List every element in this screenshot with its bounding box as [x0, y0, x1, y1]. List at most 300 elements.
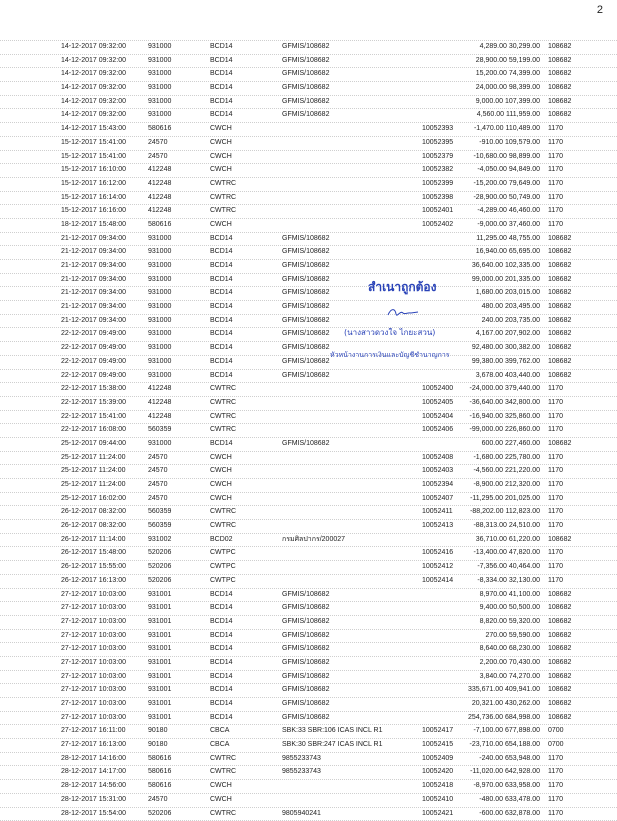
cell-type: BCD14	[210, 602, 233, 615]
cell-date: 26-12-2017 08:32:00	[61, 506, 126, 519]
cell-account: 108682	[548, 657, 571, 670]
cell-account: 1170	[548, 520, 563, 533]
cell-code: 931000	[148, 55, 171, 68]
cell-code: 931000	[148, 438, 171, 451]
cell-reference: GFMIS/108682	[282, 41, 329, 54]
cell-code: 412248	[148, 164, 171, 177]
cell-account: 108682	[548, 698, 571, 711]
cell-date: 25-12-2017 16:02:00	[61, 493, 126, 506]
cell-document-no: 10052412	[422, 561, 453, 574]
cell-type: CBCA	[210, 725, 229, 738]
cell-date: 15-12-2017 15:41:00	[61, 137, 126, 150]
cell-account: 108682	[548, 68, 571, 81]
cell-date: 27-12-2017 10:03:00	[61, 671, 126, 684]
cell-account: 1170	[548, 205, 563, 218]
cell-date: 26-12-2017 11:14:00	[61, 534, 125, 547]
cell-reference: GFMIS/108682	[282, 630, 329, 643]
ledger-table	[0, 40, 617, 821]
cell-date: 21-12-2017 09:34:00	[61, 274, 126, 287]
cell-date: 22-12-2017 09:49:00	[61, 328, 126, 341]
cell-amount-balance: 4,560.00 111,959.00	[458, 109, 540, 122]
cell-amount-balance: 335,671.00 409,941.00	[458, 684, 540, 697]
cell-reference: 9855233743	[282, 766, 321, 779]
cell-code: 931001	[148, 657, 171, 670]
cell-date: 22-12-2017 15:39:00	[61, 397, 126, 410]
table-row	[0, 163, 617, 177]
cell-date: 27-12-2017 10:03:00	[61, 589, 126, 602]
table-row	[0, 546, 617, 560]
cell-code: 931001	[148, 671, 171, 684]
cell-code: 24570	[148, 479, 167, 492]
cell-account: 108682	[548, 643, 571, 656]
table-row	[0, 588, 617, 602]
cell-date: 14-12-2017 09:32:00	[61, 96, 126, 109]
cell-account: 108682	[548, 41, 571, 54]
cell-code: 931001	[148, 616, 171, 629]
cell-document-no: 10052407	[422, 493, 453, 506]
cell-amount-balance: 36,710.00 61,220.00	[458, 534, 540, 547]
cell-type: CWCH	[210, 452, 232, 465]
cell-type: CWTRC	[210, 424, 236, 437]
cell-type: BCD14	[210, 671, 233, 684]
stamp-position: หัวหน้างานการเงินและบัญชีชำนาญการ	[330, 350, 450, 361]
cell-date: 25-12-2017 11:24:00	[61, 452, 125, 465]
cell-date: 28-12-2017 15:31:00	[61, 794, 126, 807]
table-row	[0, 505, 617, 519]
cell-document-no: 10052417	[422, 725, 453, 738]
cell-amount-balance: -8,900.00 212,320.00	[458, 479, 540, 492]
cell-amount-balance: -7,100.00 677,898.00	[458, 725, 540, 738]
table-row	[0, 478, 617, 492]
cell-code: 931000	[148, 68, 171, 81]
cell-date: 21-12-2017 09:34:00	[61, 301, 126, 314]
table-row	[0, 122, 617, 136]
cell-type: BCD14	[210, 328, 233, 341]
cell-date: 15-12-2017 15:41:00	[61, 151, 126, 164]
cell-reference: GFMIS/108682	[282, 246, 329, 259]
table-row	[0, 779, 617, 793]
table-row	[0, 341, 617, 355]
cell-date: 21-12-2017 09:34:00	[61, 315, 126, 328]
table-row	[0, 191, 617, 205]
cell-type: BCD14	[210, 342, 233, 355]
cell-code: 580616	[148, 766, 171, 779]
cell-code: 24570	[148, 137, 167, 150]
cell-date: 22-12-2017 15:38:00	[61, 383, 126, 396]
cell-amount-balance: 4,167.00 207,902.00	[458, 328, 540, 341]
cell-code: 412248	[148, 397, 171, 410]
cell-document-no: 10052414	[422, 575, 453, 588]
cell-date: 26-12-2017 16:13:00	[61, 575, 126, 588]
cell-account: 108682	[548, 370, 571, 383]
table-row	[0, 40, 617, 54]
cell-account: 108682	[548, 82, 571, 95]
cell-code: 931001	[148, 630, 171, 643]
table-row	[0, 629, 617, 643]
cell-amount-balance: 600.00 227,460.00	[458, 438, 540, 451]
table-row	[0, 807, 617, 821]
table-row	[0, 560, 617, 574]
cell-code: 24570	[148, 794, 167, 807]
cell-reference: GFMIS/108682	[282, 287, 329, 300]
cell-amount-balance: 2,200.00 70,430.00	[458, 657, 540, 670]
cell-reference: GFMIS/108682	[282, 301, 329, 314]
cell-reference: GFMIS/108682	[282, 109, 329, 122]
cell-document-no: 10052411	[422, 506, 453, 519]
cell-type: BCD14	[210, 287, 233, 300]
cell-code: 24570	[148, 452, 167, 465]
cell-account: 108682	[548, 602, 571, 615]
table-row	[0, 670, 617, 684]
cell-type: CWCH	[210, 137, 232, 150]
cell-date: 27-12-2017 10:03:00	[61, 684, 126, 697]
cell-reference: GFMIS/108682	[282, 370, 329, 383]
cell-amount-balance: -11,020.00 642,928.00	[458, 766, 540, 779]
cell-account: 108682	[548, 671, 571, 684]
cell-account: 1170	[548, 151, 563, 164]
cell-type: CWCH	[210, 493, 232, 506]
cell-amount-balance: -600.00 632,878.00	[458, 808, 540, 821]
cell-account: 108682	[548, 712, 571, 725]
cell-amount-balance: -480.00 633,478.00	[458, 794, 540, 807]
cell-reference: กรมศิลปากร/200027	[282, 534, 345, 547]
cell-date: 28-12-2017 14:17:00	[61, 766, 126, 779]
cell-account: 108682	[548, 260, 571, 273]
cell-document-no: 10052404	[422, 411, 453, 424]
cell-document-no: 10052401	[422, 205, 453, 218]
cell-date: 21-12-2017 09:34:00	[61, 260, 126, 273]
cell-amount-balance: 270.00 59,590.00	[458, 630, 540, 643]
cell-amount-balance: -24,000.00 379,440.00	[458, 383, 540, 396]
cell-document-no: 10052408	[422, 452, 453, 465]
cell-amount-balance: -1,680.00 225,780.00	[458, 452, 540, 465]
cell-code: 412248	[148, 178, 171, 191]
cell-code: 931000	[148, 342, 171, 355]
cell-account: 1170	[548, 575, 563, 588]
cell-amount-balance: 240.00 203,735.00	[458, 315, 540, 328]
table-row	[0, 54, 617, 68]
cell-date: 27-12-2017 16:13:00	[61, 739, 126, 752]
cell-reference: GFMIS/108682	[282, 671, 329, 684]
stamp-title: สำเนาถูกต้อง	[368, 278, 437, 297]
table-row	[0, 259, 617, 273]
cell-account: 1170	[548, 561, 563, 574]
cell-type: CWCH	[210, 479, 232, 492]
cell-amount-balance: -7,356.00 40,464.00	[458, 561, 540, 574]
cell-amount-balance: -16,940.00 325,860.00	[458, 411, 540, 424]
cell-code: 560359	[148, 424, 171, 437]
cell-code: 520206	[148, 561, 171, 574]
cell-document-no: 10052410	[422, 794, 453, 807]
cell-code: 931000	[148, 260, 171, 273]
cell-amount-balance: -11,295.00 201,025.00	[458, 493, 540, 506]
cell-code: 931000	[148, 315, 171, 328]
cell-reference: GFMIS/108682	[282, 438, 329, 451]
cell-date: 26-12-2017 08:32:00	[61, 520, 126, 533]
cell-type: CWTRC	[210, 192, 236, 205]
cell-code: 931000	[148, 96, 171, 109]
cell-account: 1170	[548, 192, 563, 205]
cell-amount-balance: -10,680.00 98,899.00	[458, 151, 540, 164]
table-row	[0, 656, 617, 670]
cell-type: CWCH	[210, 164, 232, 177]
cell-amount-balance: -4,289.00 46,460.00	[458, 205, 540, 218]
cell-date: 22-12-2017 09:49:00	[61, 342, 126, 355]
cell-type: CWTPC	[210, 575, 236, 588]
cell-date: 26-12-2017 15:48:00	[61, 547, 126, 560]
table-row	[0, 396, 617, 410]
cell-account: 1170	[548, 164, 563, 177]
cell-account: 1170	[548, 479, 563, 492]
cell-amount-balance: 8,820.00 59,320.00	[458, 616, 540, 629]
cell-date: 14-12-2017 15:43:00	[61, 123, 126, 136]
cell-amount-balance: -240.00 653,948.00	[458, 753, 540, 766]
cell-document-no: 10052394	[422, 479, 453, 492]
cell-amount-balance: -1,470.00 110,489.00	[458, 123, 540, 136]
cell-type: CWTRC	[210, 383, 236, 396]
table-row	[0, 437, 617, 451]
cell-type: CWCH	[210, 465, 232, 478]
cell-code: 931000	[148, 301, 171, 314]
cell-amount-balance: 11,295.00 48,755.00	[458, 233, 540, 246]
cell-account: 108682	[548, 274, 571, 287]
cell-date: 27-12-2017 10:03:00	[61, 616, 126, 629]
cell-amount-balance: 3,840.00 74,270.00	[458, 671, 540, 684]
cell-date: 14-12-2017 09:32:00	[61, 41, 126, 54]
cell-account: 1170	[548, 808, 563, 821]
cell-reference: GFMIS/108682	[282, 356, 329, 369]
cell-account: 1170	[548, 493, 563, 506]
table-row	[0, 81, 617, 95]
table-row	[0, 108, 617, 122]
cell-code: 931000	[148, 41, 171, 54]
table-row	[0, 601, 617, 615]
cell-account: 1170	[548, 465, 563, 478]
cell-amount-balance: 3,678.00 403,440.00	[458, 370, 540, 383]
cell-amount-balance: -23,710.00 654,188.00	[458, 739, 540, 752]
table-row	[0, 300, 617, 314]
cell-type: BCD14	[210, 233, 233, 246]
cell-reference: GFMIS/108682	[282, 328, 329, 341]
cell-date: 15-12-2017 16:12:00	[61, 178, 126, 191]
cell-type: CWCH	[210, 780, 232, 793]
cell-date: 28-12-2017 14:16:00	[61, 753, 126, 766]
cell-date: 25-12-2017 09:44:00	[61, 438, 126, 451]
stamp-name: (นางสาวดวงใจ ไกยะสวน)	[344, 326, 435, 339]
cell-reference: 9855233743	[282, 753, 321, 766]
cell-reference: GFMIS/108682	[282, 602, 329, 615]
cell-code: 520206	[148, 547, 171, 560]
cell-reference: GFMIS/108682	[282, 657, 329, 670]
cell-code: 931000	[148, 274, 171, 287]
cell-type: CWTRC	[210, 397, 236, 410]
table-row	[0, 67, 617, 81]
cell-account: 108682	[548, 630, 571, 643]
table-row	[0, 204, 617, 218]
cell-code: 931001	[148, 643, 171, 656]
cell-reference: GFMIS/108682	[282, 589, 329, 602]
cell-type: BCD14	[210, 246, 233, 259]
table-row	[0, 615, 617, 629]
cell-reference: GFMIS/108682	[282, 712, 329, 725]
cell-date: 14-12-2017 09:32:00	[61, 82, 126, 95]
cell-code: 931000	[148, 246, 171, 259]
cell-document-no: 10052418	[422, 780, 453, 793]
table-row	[0, 382, 617, 396]
cell-account: 0700	[548, 739, 564, 752]
table-row	[0, 150, 617, 164]
cell-account: 108682	[548, 616, 571, 629]
cell-type: CWTRC	[210, 178, 236, 191]
cell-reference: SBK:30 SBR:247 ICAS INCL R1	[282, 739, 383, 752]
cell-code: 24570	[148, 493, 167, 506]
cell-account: 0700	[548, 725, 564, 738]
cell-date: 25-12-2017 11:24:00	[61, 479, 125, 492]
cell-code: 412248	[148, 411, 171, 424]
cell-document-no: 10052400	[422, 383, 453, 396]
cell-code: 931000	[148, 370, 171, 383]
cell-type: BCD14	[210, 260, 233, 273]
cell-account: 1170	[548, 506, 563, 519]
cell-code: 931000	[148, 328, 171, 341]
table-row	[0, 273, 617, 287]
cell-type: BCD14	[210, 616, 233, 629]
cell-reference: 9805940241	[282, 808, 321, 821]
cell-account: 1170	[548, 424, 563, 437]
cell-code: 580616	[148, 219, 171, 232]
cell-amount-balance: -9,000.00 37,460.00	[458, 219, 540, 232]
table-row	[0, 232, 617, 246]
cell-amount-balance: 92,480.00 300,382.00	[458, 342, 540, 355]
table-row	[0, 464, 617, 478]
cell-amount-balance: 8,640.00 68,230.00	[458, 643, 540, 656]
cell-amount-balance: -88,202.00 112,823.00	[458, 506, 540, 519]
cell-date: 27-12-2017 10:03:00	[61, 657, 126, 670]
cell-code: 412248	[148, 383, 171, 396]
cell-amount-balance: 99,380.00 399,762.00	[458, 356, 540, 369]
cell-amount-balance: -36,640.00 342,800.00	[458, 397, 540, 410]
cell-code: 931002	[148, 534, 171, 547]
cell-account: 108682	[548, 301, 571, 314]
cell-date: 18-12-2017 15:48:00	[61, 219, 126, 232]
table-row	[0, 724, 617, 738]
cell-amount-balance: 9,000.00 107,399.00	[458, 96, 540, 109]
cell-document-no: 10052413	[422, 520, 453, 533]
cell-amount-balance: -13,400.00 47,820.00	[458, 547, 540, 560]
cell-reference: GFMIS/108682	[282, 233, 329, 246]
cell-reference: GFMIS/108682	[282, 616, 329, 629]
cell-amount-balance: 480.00 203,495.00	[458, 301, 540, 314]
cell-document-no: 10052379	[422, 151, 453, 164]
cell-account: 108682	[548, 287, 571, 300]
cell-amount-balance: 99,000.00 201,335.00	[458, 274, 540, 287]
cell-document-no: 10052398	[422, 192, 453, 205]
cell-amount-balance: 36,640.00 102,335.00	[458, 260, 540, 273]
cell-code: 90180	[148, 739, 167, 752]
cell-account: 108682	[548, 589, 571, 602]
cell-amount-balance: -910.00 109,579.00	[458, 137, 540, 150]
cell-account: 1170	[548, 123, 563, 136]
cell-type: CWTRC	[210, 506, 236, 519]
cell-date: 22-12-2017 16:08:00	[61, 424, 126, 437]
table-row	[0, 95, 617, 109]
cell-type: BCD14	[210, 301, 233, 314]
cell-date: 14-12-2017 09:32:00	[61, 68, 126, 81]
cell-amount-balance: 1,680.00 203,015.00	[458, 287, 540, 300]
table-row	[0, 765, 617, 779]
cell-date: 27-12-2017 10:03:00	[61, 698, 126, 711]
cell-account: 108682	[548, 534, 571, 547]
table-row	[0, 738, 617, 752]
cell-code: 520206	[148, 808, 171, 821]
table-row	[0, 327, 617, 341]
table-row	[0, 574, 617, 588]
cell-type: BCD14	[210, 315, 233, 328]
cell-code: 580616	[148, 123, 171, 136]
cell-type: BCD14	[210, 356, 233, 369]
cell-account: 108682	[548, 246, 571, 259]
cell-reference: GFMIS/108682	[282, 274, 329, 287]
table-row	[0, 711, 617, 725]
cell-document-no: 10052420	[422, 766, 453, 779]
cell-account: 108682	[548, 55, 571, 68]
cell-amount-balance: 16,940.00 65,695.00	[458, 246, 540, 259]
table-row	[0, 752, 617, 766]
cell-reference: GFMIS/108682	[282, 55, 329, 68]
cell-type: CWTPC	[210, 547, 236, 560]
cell-document-no: 10052403	[422, 465, 453, 478]
cell-date: 15-12-2017 16:16:00	[61, 205, 126, 218]
cell-document-no: 10052421	[422, 808, 453, 821]
table-row	[0, 533, 617, 547]
cell-account: 1170	[548, 547, 563, 560]
cell-amount-balance: 9,400.00 50,500.00	[458, 602, 540, 615]
cell-code: 560359	[148, 506, 171, 519]
cell-account: 1170	[548, 411, 563, 424]
cell-code: 931000	[148, 356, 171, 369]
cell-reference: GFMIS/108682	[282, 342, 329, 355]
cell-date: 21-12-2017 09:34:00	[61, 287, 126, 300]
cell-type: BCD14	[210, 630, 233, 643]
cell-code: 931001	[148, 589, 171, 602]
cell-type: BCD14	[210, 438, 233, 451]
table-row	[0, 245, 617, 259]
cell-reference: GFMIS/108682	[282, 698, 329, 711]
cell-amount-balance: 8,970.00 41,100.00	[458, 589, 540, 602]
cell-type: BCD14	[210, 589, 233, 602]
table-row	[0, 683, 617, 697]
cell-amount-balance: -99,000.00 226,860.00	[458, 424, 540, 437]
cell-account: 108682	[548, 356, 571, 369]
cell-account: 1170	[548, 794, 563, 807]
cell-amount-balance: 20,321.00 430,262.00	[458, 698, 540, 711]
cell-reference: SBK:33 SBR:106 ICAS INCL R1	[282, 725, 383, 738]
signature	[386, 306, 420, 320]
cell-account: 108682	[548, 342, 571, 355]
cell-type: CWCH	[210, 123, 232, 136]
cell-date: 21-12-2017 09:34:00	[61, 233, 126, 246]
cell-date: 15-12-2017 16:10:00	[61, 164, 126, 177]
cell-date: 15-12-2017 16:14:00	[61, 192, 126, 205]
cell-reference: GFMIS/108682	[282, 260, 329, 273]
cell-code: 931001	[148, 602, 171, 615]
cell-code: 931001	[148, 712, 171, 725]
table-row	[0, 136, 617, 150]
cell-account: 108682	[548, 315, 571, 328]
table-row	[0, 314, 617, 328]
certification-stamp	[330, 270, 470, 380]
page-number: 2	[597, 4, 603, 16]
